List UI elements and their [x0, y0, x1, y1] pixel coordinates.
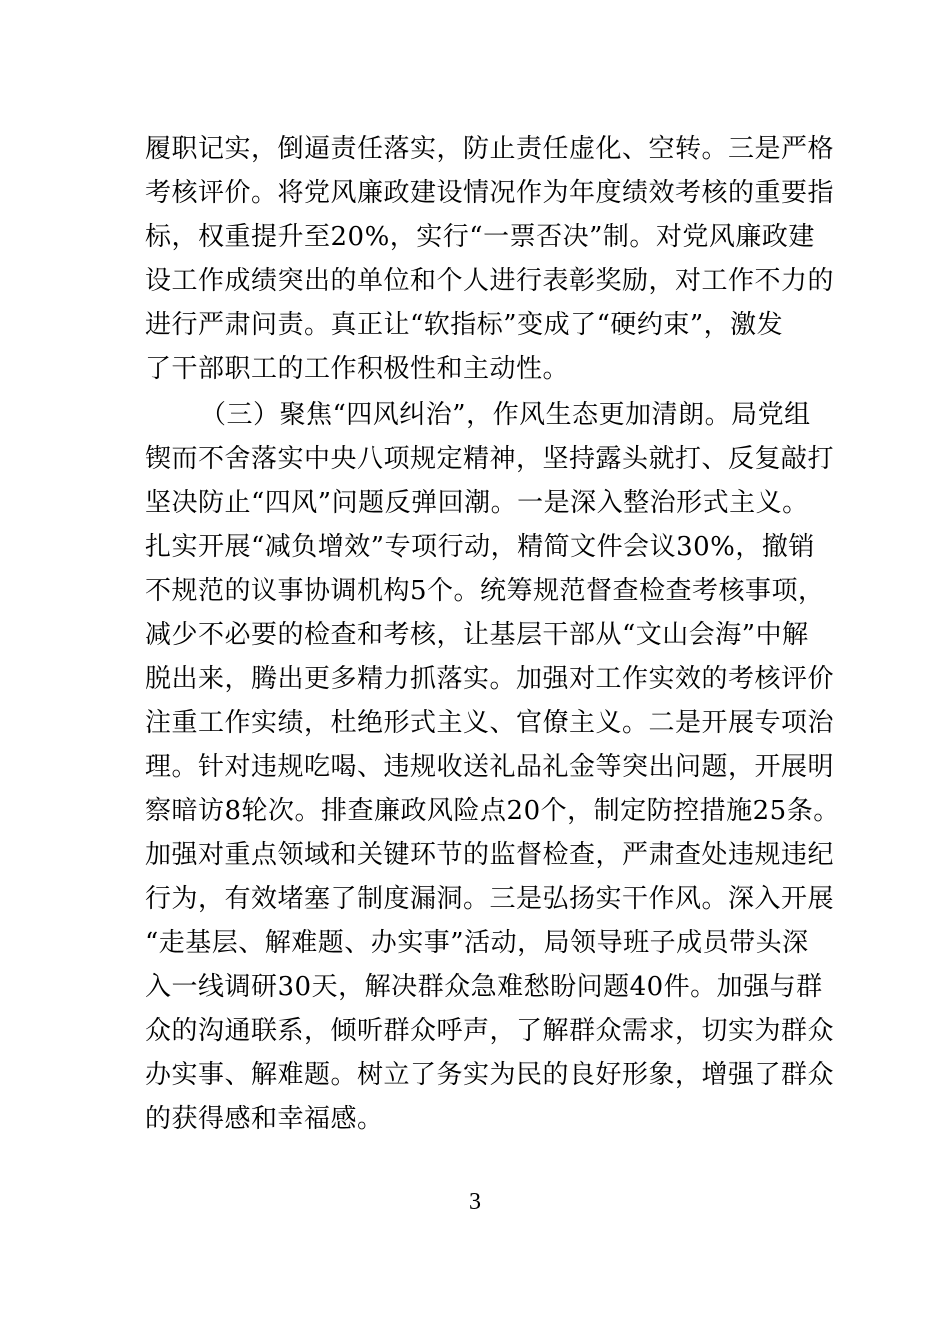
text-line: 锲而不舍落实中央八项规定精神，坚持露头就打、反复敲打 — [145, 444, 835, 474]
text-line: 坚决防止“四风”问题反弹回潮。一是深入整治形式主义。 — [145, 488, 809, 518]
text-line: 行为，有效堵塞了制度漏洞。三是弘扬实干作风。深入开展 — [145, 884, 835, 914]
text-line: 设工作成绩突出的单位和个人进行表彰奖励，对工作不力的 — [145, 266, 835, 296]
text-line: 的获得感和幸福感。 — [145, 1104, 384, 1134]
text-line: 理。针对违规吃喝、违规收送礼品礼金等突出问题，开展明 — [145, 752, 835, 782]
text-line: 进行严肃问责。真正让“软指标”变成了“硬约束”，激发 — [145, 310, 784, 340]
text-line: 了干部职工的工作积极性和主动性。 — [145, 354, 570, 384]
text-line: 标，权重提升至20%，实行“一票否决”制。对党风廉政建 — [145, 222, 815, 252]
text-line: 不规范的议事协调机构5个。统筹规范督查检查考核事项， — [145, 576, 825, 606]
text-line: 加强对重点领域和关键环节的监督检查，严肃查处违规违纪 — [145, 840, 835, 870]
text-line: 履职记实，倒逼责任落实，防止责任虚化、空转。三是严格 — [145, 134, 835, 164]
text-line: 办实事、解难题。树立了务实为民的良好形象，增强了群众 — [145, 1060, 835, 1090]
text-line: “走基层、解难题、办实事”活动，局领导班子成员带头深 — [145, 928, 809, 958]
text-line: 扎实开展“减负增效”专项行动，精简文件会议30%，撤销 — [145, 532, 815, 562]
section-heading-line: （三）聚焦“四风纠治”，作风生态更加清朗。局党组 — [200, 400, 811, 430]
page-number: 3 — [469, 1189, 481, 1215]
text-line: 众的沟通联系，倾听群众呼声，了解群众需求，切实为群众 — [145, 1016, 835, 1046]
text-line: 察暗访8轮次。排查廉政风险点20个，制定防控措施25条。 — [145, 796, 840, 826]
text-line: 减少不必要的检查和考核，让基层干部从“文山会海”中解 — [145, 620, 809, 650]
text-line: 脱出来，腾出更多精力抓落实。加强对工作实效的考核评价 — [145, 664, 835, 694]
text-line: 考核评价。将党风廉政建设情况作为年度绩效考核的重要指 — [145, 178, 835, 208]
text-line: 注重工作实绩，杜绝形式主义、官僚主义。二是开展专项治 — [145, 708, 835, 738]
text-line: 入一线调研30天，解决群众急难愁盼问题40件。加强与群 — [145, 972, 823, 1002]
